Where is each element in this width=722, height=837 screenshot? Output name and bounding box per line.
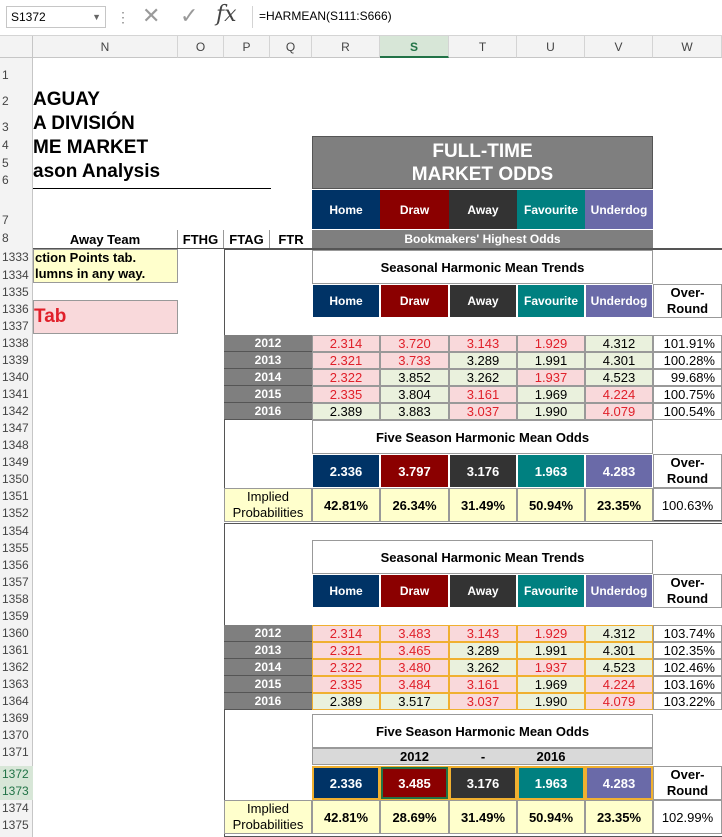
- row-header[interactable]: 1333: [2, 250, 29, 264]
- overround-cell[interactable]: 100.28%: [653, 352, 722, 369]
- column-header-t[interactable]: T: [449, 36, 517, 58]
- odds-cell[interactable]: 1.969: [517, 386, 585, 403]
- implied-probability[interactable]: 42.81%: [312, 488, 380, 522]
- tab-link[interactable]: Tab: [33, 300, 178, 334]
- trend-header-draw: Draw: [380, 574, 449, 608]
- row-header[interactable]: 1371: [2, 745, 29, 759]
- implied-probability[interactable]: 26.34%: [380, 488, 449, 522]
- row-header[interactable]: 1363: [2, 677, 29, 691]
- row-header[interactable]: 1350: [2, 472, 29, 486]
- odds-cell[interactable]: 1.991: [517, 352, 585, 369]
- column-header-r[interactable]: R: [312, 36, 380, 58]
- row-header[interactable]: 1351: [2, 489, 29, 503]
- bookmakers-highest-odds: Bookmakers' Highest Odds: [312, 230, 653, 248]
- odds-cell[interactable]: 4.523: [585, 659, 653, 676]
- overround-header: [653, 766, 722, 800]
- note-box: [33, 249, 178, 283]
- row-header[interactable]: 1373: [0, 783, 33, 800]
- trend-header-away: Away: [449, 284, 517, 318]
- odds-cell[interactable]: 1.937: [517, 369, 585, 386]
- implied-label: [224, 800, 312, 834]
- row-header[interactable]: 1356: [2, 558, 29, 572]
- market-header-draw: Draw: [380, 190, 449, 229]
- column-header-u[interactable]: U: [517, 36, 585, 58]
- note-line-1: ction Points tab.: [35, 250, 137, 265]
- trend-header-draw: Draw: [380, 284, 449, 318]
- trend-header-away: Away: [449, 574, 517, 608]
- odds-cell[interactable]: 1.937: [517, 659, 585, 676]
- odds-cell[interactable]: 3.143: [449, 625, 517, 642]
- header-ftr: FTR: [278, 231, 304, 247]
- header-fthg: FTHG: [178, 230, 224, 248]
- row-header[interactable]: 1374: [2, 801, 29, 815]
- column-header-q[interactable]: Q: [270, 36, 312, 58]
- overround-cell[interactable]: 100.75%: [653, 386, 722, 403]
- five-season-away[interactable]: 3.176: [449, 766, 517, 800]
- row-header[interactable]: 1358: [2, 592, 29, 606]
- header-ftag: FTAG: [224, 230, 270, 248]
- column-header-n[interactable]: N: [33, 36, 178, 58]
- market-header-favourite: Favourite: [517, 190, 585, 229]
- row-header[interactable]: 1361: [2, 643, 29, 657]
- odds-cell[interactable]: 2.335: [312, 676, 380, 693]
- odds-cell[interactable]: 2.322: [312, 369, 380, 386]
- odds-cell[interactable]: 3.483: [380, 625, 449, 642]
- row-header[interactable]: 1357: [2, 575, 29, 589]
- row-header[interactable]: 1370: [2, 728, 29, 742]
- row-header[interactable]: 1341: [2, 387, 29, 401]
- overround-line-2: Round: [666, 591, 709, 606]
- row-header[interactable]: 6: [2, 173, 9, 187]
- odds-cell[interactable]: 3.289: [449, 642, 517, 659]
- overround-line-1: Over-: [670, 575, 705, 590]
- row-header[interactable]: 1375: [2, 818, 29, 832]
- year-label: 2016: [224, 403, 312, 420]
- trend-header-home: Home: [312, 284, 380, 318]
- odds-cell[interactable]: 2.322: [312, 659, 380, 676]
- row-header[interactable]: 1355: [2, 541, 29, 555]
- implied-line-2: Probabilities: [232, 505, 304, 520]
- odds-cell[interactable]: 2.314: [312, 625, 380, 642]
- five-season-home[interactable]: 2.336: [312, 454, 380, 488]
- year-label: 2014: [224, 659, 312, 676]
- implied-probability[interactable]: 42.81%: [312, 800, 380, 834]
- overround-line-2: Round: [666, 471, 709, 486]
- select-all-corner[interactable]: [0, 36, 33, 58]
- implied-line-1: Implied: [247, 801, 289, 816]
- formula-input[interactable]: =HARMEAN(S111:S666): [252, 6, 718, 28]
- five-season-underdog[interactable]: 4.283: [585, 454, 653, 488]
- trend-title: Seasonal Harmonic Mean Trends: [312, 540, 653, 574]
- overround-cell[interactable]: 102.46%: [653, 659, 722, 676]
- odds-cell[interactable]: 4.312: [585, 625, 653, 642]
- odds-cell[interactable]: 3.289: [449, 352, 517, 369]
- row-header[interactable]: 1334: [2, 268, 29, 282]
- odds-cell[interactable]: 1.991: [517, 642, 585, 659]
- overround-header: [653, 574, 722, 608]
- row-header[interactable]: 5: [2, 156, 9, 170]
- odds-cell[interactable]: 4.079: [585, 693, 653, 710]
- odds-cell[interactable]: 3.480: [380, 659, 449, 676]
- row-header[interactable]: 1362: [2, 660, 29, 674]
- odds-cell[interactable]: 3.143: [449, 335, 517, 352]
- odds-cell[interactable]: 4.312: [585, 335, 653, 352]
- odds-cell[interactable]: 2.321: [312, 352, 380, 369]
- odds-cell[interactable]: 4.301: [585, 352, 653, 369]
- odds-cell[interactable]: 1.969: [517, 676, 585, 693]
- overround-cell[interactable]: 103.16%: [653, 676, 722, 693]
- row-header[interactable]: 1342: [2, 404, 29, 418]
- row-header[interactable]: 3: [2, 120, 9, 134]
- market-title-line-2: MARKET ODDS: [411, 163, 554, 185]
- five-season-home[interactable]: 2.336: [312, 766, 380, 800]
- overround-line-1: Over-: [670, 455, 705, 470]
- column-header-v[interactable]: V: [585, 36, 653, 58]
- title-underline: [33, 188, 271, 189]
- odds-cell[interactable]: 2.335: [312, 386, 380, 403]
- row-header[interactable]: 1338: [2, 336, 29, 350]
- year-label: 2014: [224, 369, 312, 386]
- implied-probability[interactable]: 50.94%: [517, 800, 585, 834]
- odds-cell[interactable]: 2.314: [312, 335, 380, 352]
- column-header-s[interactable]: S: [380, 36, 449, 58]
- row-header[interactable]: 7: [2, 213, 9, 227]
- five-season-draw[interactable]: 3.797: [380, 454, 449, 488]
- odds-cell[interactable]: 4.523: [585, 369, 653, 386]
- overround-cell[interactable]: 102.35%: [653, 642, 722, 659]
- row-header[interactable]: 1347: [2, 421, 29, 435]
- row-header[interactable]: 1352: [2, 506, 29, 520]
- year-label: 2012: [224, 335, 312, 352]
- year-label: 2013: [224, 352, 312, 369]
- five-season-title: Five Season Harmonic Mean Odds: [312, 420, 653, 454]
- overround-cell[interactable]: 99.68%: [653, 369, 722, 386]
- trend-header-underdog: Underdog: [585, 284, 653, 318]
- row-header[interactable]: 8: [2, 231, 9, 245]
- odds-cell[interactable]: 3.465: [380, 642, 449, 659]
- row-header[interactable]: 1339: [2, 353, 29, 367]
- row-header[interactable]: 2: [2, 94, 9, 108]
- odds-cell[interactable]: 4.301: [585, 642, 653, 659]
- row-header[interactable]: 1340: [2, 370, 29, 384]
- market-header-underdog: Underdog: [585, 190, 653, 229]
- note-line-2: lumns in any way.: [35, 266, 146, 281]
- title-line-1: AGUAY: [33, 89, 100, 110]
- overround-line-1: Over-: [670, 285, 705, 300]
- row-header[interactable]: 1349: [2, 455, 29, 469]
- overround-header: [653, 454, 722, 488]
- odds-cell[interactable]: 2.389: [312, 693, 380, 710]
- market-odds-title: [312, 136, 653, 189]
- range-dash: -: [480, 749, 486, 764]
- odds-cell[interactable]: 3.161: [449, 386, 517, 403]
- five-season-favourite[interactable]: 1.963: [517, 766, 585, 800]
- title-line-4: ason Analysis: [33, 161, 161, 182]
- year-label: 2015: [224, 386, 312, 403]
- five-season-draw[interactable]: 3.485: [380, 766, 449, 800]
- year-label: 2016: [224, 693, 312, 710]
- name-box-value: S1372: [11, 10, 46, 24]
- implied-probability[interactable]: 28.69%: [380, 800, 449, 834]
- header-away-team: Away Team: [33, 230, 178, 248]
- overround-line-2: Round: [666, 783, 709, 798]
- trend-header-favourite: Favourite: [517, 574, 585, 608]
- overround-cell[interactable]: 100.54%: [653, 403, 722, 420]
- enter-icon[interactable]: ✓: [180, 3, 199, 28]
- odds-cell[interactable]: 3.517: [380, 693, 449, 710]
- more-options-icon[interactable]: ⋮: [116, 9, 130, 25]
- odds-cell[interactable]: 1.929: [517, 335, 585, 352]
- row-header[interactable]: 1336: [2, 302, 29, 316]
- chevron-down-icon[interactable]: ▼: [92, 12, 101, 22]
- implied-probability[interactable]: 23.35%: [585, 800, 653, 834]
- implied-label: [224, 488, 312, 522]
- implied-probability[interactable]: 31.49%: [449, 800, 517, 834]
- odds-cell[interactable]: 3.037: [449, 403, 517, 420]
- implied-overround[interactable]: 100.63%: [653, 488, 722, 522]
- odds-cell[interactable]: 3.733: [380, 352, 449, 369]
- year-label: 2013: [224, 642, 312, 659]
- odds-cell[interactable]: 3.262: [449, 369, 517, 386]
- odds-cell[interactable]: 1.929: [517, 625, 585, 642]
- row-header[interactable]: 1: [2, 68, 9, 82]
- odds-cell[interactable]: 3.484: [380, 676, 449, 693]
- trend-header-underdog: Underdog: [585, 574, 653, 608]
- row-header[interactable]: 1348: [2, 438, 29, 452]
- column-header-o[interactable]: O: [178, 36, 224, 58]
- name-box[interactable]: [6, 6, 106, 28]
- odds-cell[interactable]: 3.161: [449, 676, 517, 693]
- year-label: 2012: [224, 625, 312, 642]
- cancel-icon[interactable]: ✕: [142, 3, 161, 28]
- odds-cell[interactable]: 3.720: [380, 335, 449, 352]
- row-header[interactable]: 1337: [2, 319, 29, 333]
- row-header[interactable]: 1360: [2, 626, 29, 640]
- implied-overround[interactable]: 102.99%: [653, 800, 722, 834]
- odds-cell[interactable]: 2.321: [312, 642, 380, 659]
- overround-header: [653, 284, 722, 318]
- row-header[interactable]: 1354: [2, 524, 29, 538]
- overround-line-1: Over-: [670, 767, 705, 782]
- title-line-2: A DIVISIÓN: [33, 113, 135, 134]
- implied-line-1: Implied: [247, 489, 289, 504]
- row-header[interactable]: 4: [2, 138, 9, 152]
- odds-cell[interactable]: 3.804: [380, 386, 449, 403]
- column-header-w[interactable]: W: [653, 36, 722, 58]
- five-season-underdog[interactable]: 4.283: [585, 766, 653, 800]
- row-header[interactable]: 1372: [0, 766, 33, 783]
- market-header-away: Away: [449, 190, 517, 229]
- market-title-line-1: FULL-TIME: [432, 140, 533, 162]
- trend-title: Seasonal Harmonic Mean Trends: [312, 250, 653, 284]
- five-season-away[interactable]: 3.176: [449, 454, 517, 488]
- year-label: 2015: [224, 676, 312, 693]
- overround-cell[interactable]: 103.74%: [653, 625, 722, 642]
- row-header[interactable]: 1359: [2, 609, 29, 623]
- odds-cell[interactable]: 4.079: [585, 403, 653, 420]
- five-season-title: Five Season Harmonic Mean Odds: [312, 714, 653, 748]
- implied-probability[interactable]: 23.35%: [585, 488, 653, 522]
- five-season-favourite[interactable]: 1.963: [517, 454, 585, 488]
- title-line-3: ME MARKET: [33, 137, 149, 158]
- overround-line-2: Round: [666, 301, 709, 316]
- column-header-p[interactable]: P: [224, 36, 270, 58]
- range-from: 2012: [400, 749, 429, 764]
- implied-line-2: Probabilities: [232, 817, 304, 832]
- implied-probability[interactable]: 31.49%: [449, 488, 517, 522]
- odds-cell[interactable]: 3.883: [380, 403, 449, 420]
- odds-cell[interactable]: 2.389: [312, 403, 380, 420]
- odds-cell[interactable]: 3.852: [380, 369, 449, 386]
- trend-header-home: Home: [312, 574, 380, 608]
- trend-header-favourite: Favourite: [517, 284, 585, 318]
- odds-cell[interactable]: 4.224: [585, 676, 653, 693]
- row-header[interactable]: 1364: [2, 694, 29, 708]
- odds-cell[interactable]: 1.990: [517, 403, 585, 420]
- row-header[interactable]: 1369: [2, 711, 29, 725]
- implied-probability[interactable]: 50.94%: [517, 488, 585, 522]
- odds-cell[interactable]: 4.224: [585, 386, 653, 403]
- range-to: 2016: [536, 749, 566, 764]
- row-header[interactable]: 1335: [2, 285, 29, 299]
- market-header-home: Home: [312, 190, 380, 229]
- odds-cell[interactable]: 3.037: [449, 693, 517, 710]
- overround-cell[interactable]: 103.22%: [653, 693, 722, 710]
- insert-function-icon[interactable]: fx: [216, 2, 237, 27]
- odds-cell[interactable]: 3.262: [449, 659, 517, 676]
- overround-cell[interactable]: 101.91%: [653, 335, 722, 352]
- odds-cell[interactable]: 1.990: [517, 693, 585, 710]
